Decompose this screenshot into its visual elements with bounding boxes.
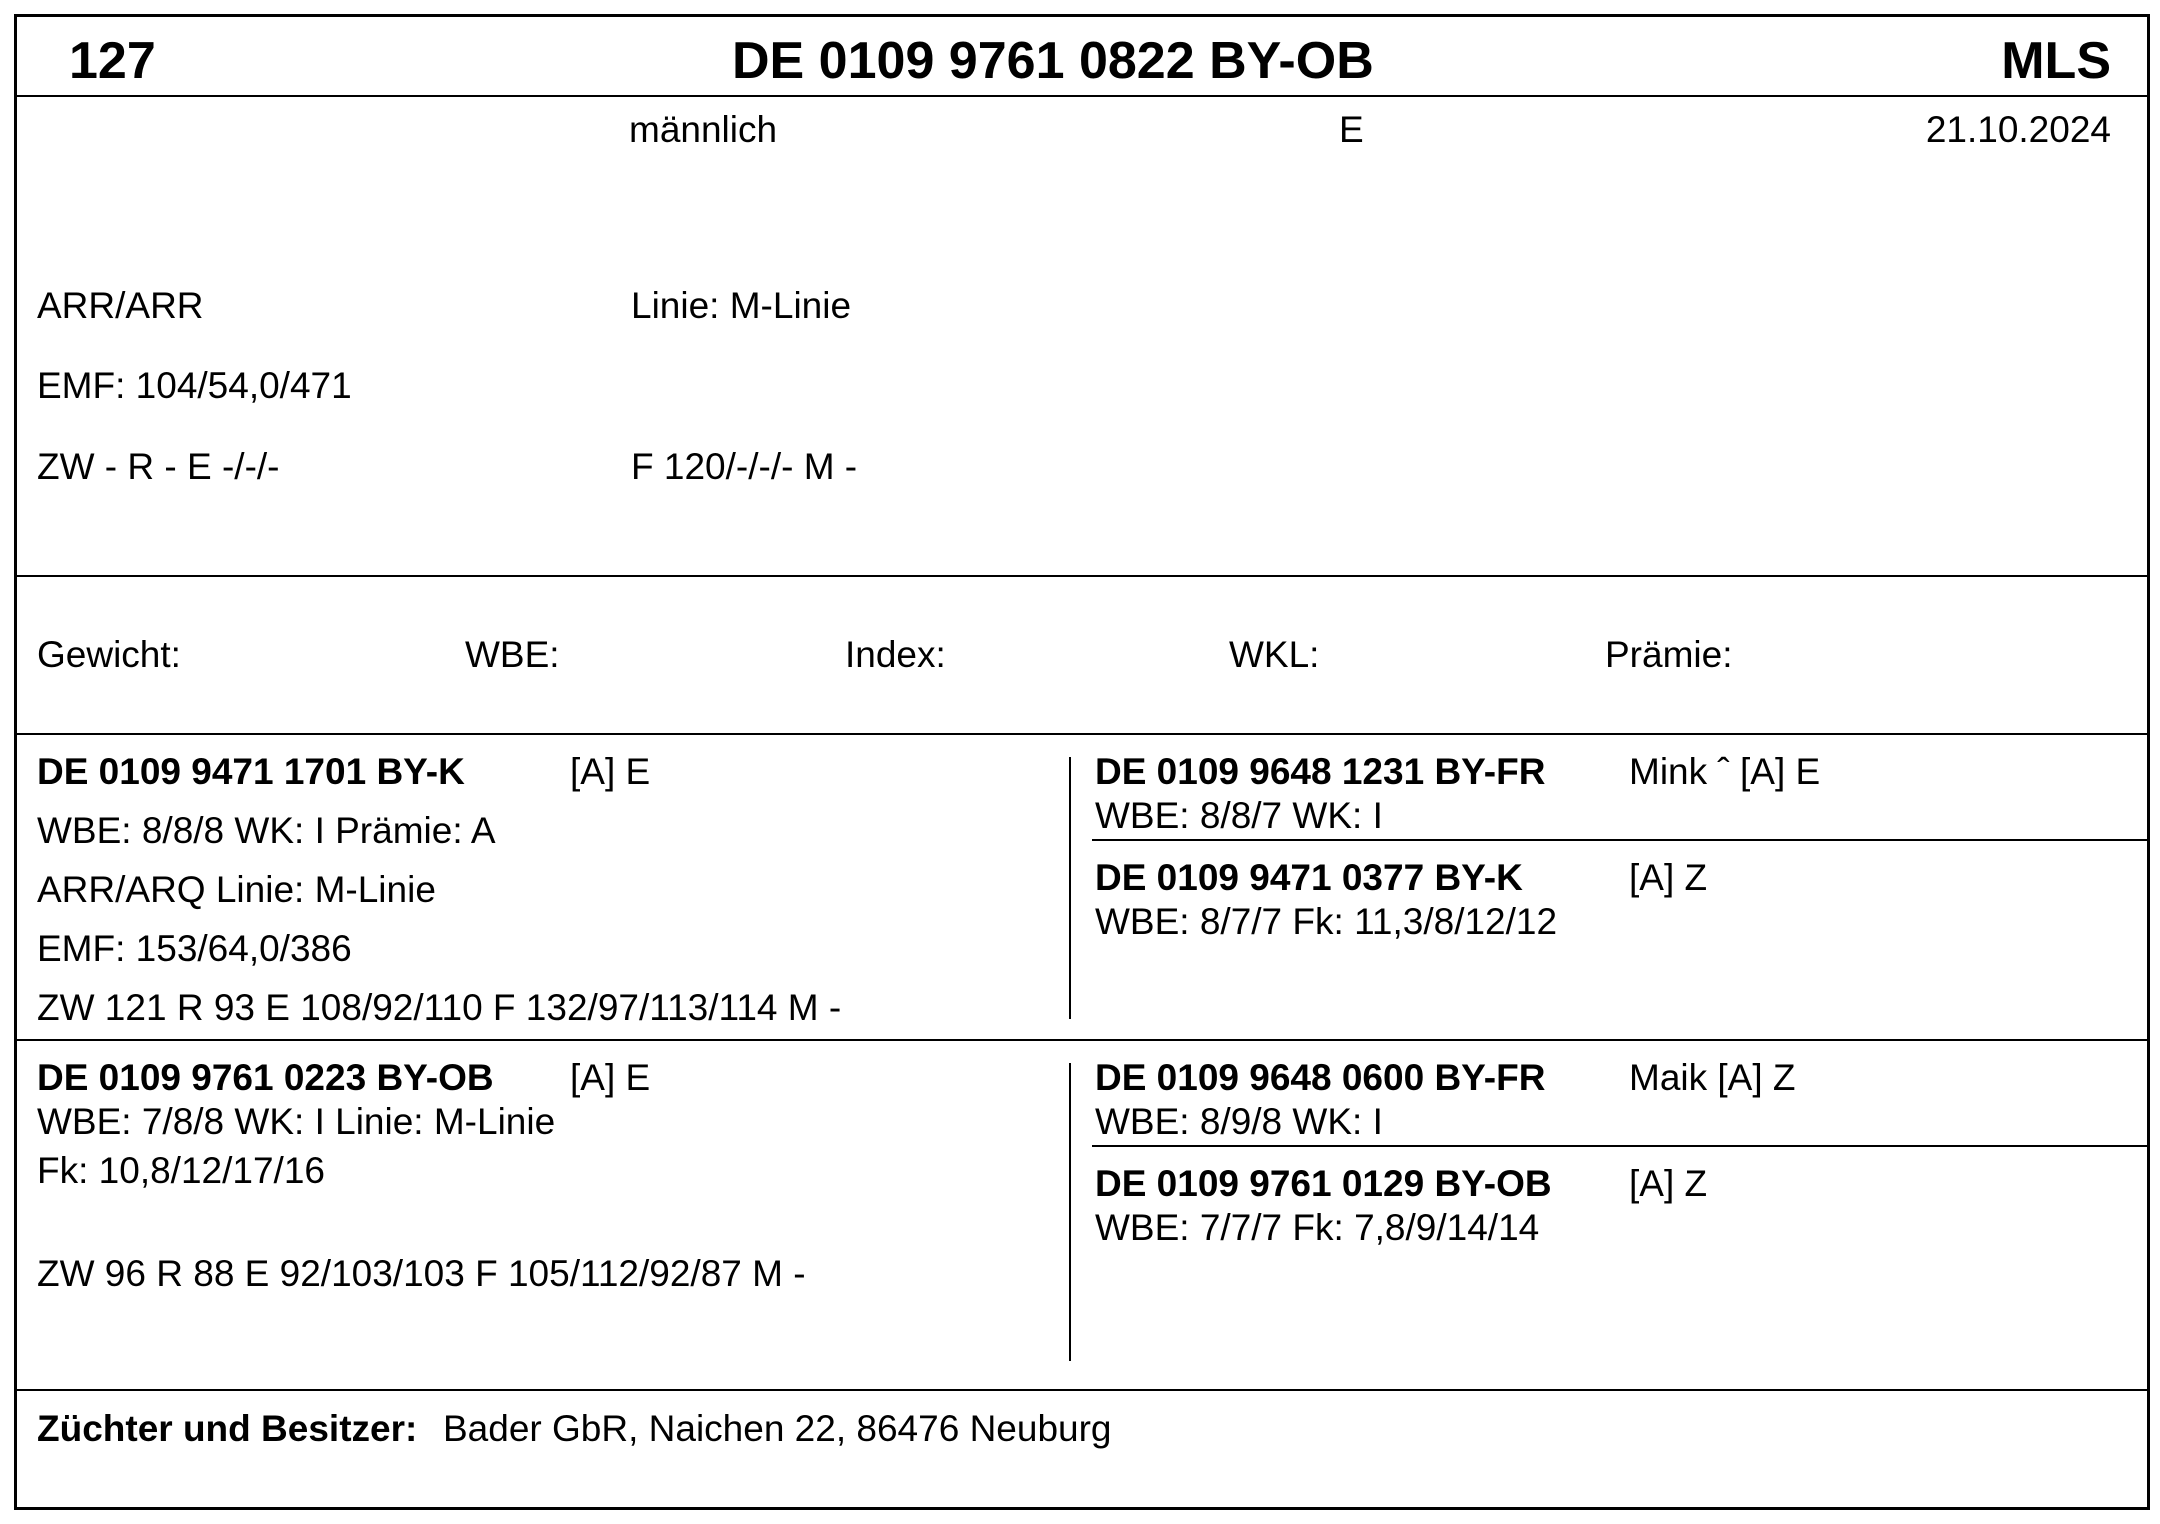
ratings-divider xyxy=(17,733,2147,735)
sex: männlich xyxy=(629,109,778,150)
sire-line-2: ARR/ARQ Linie: M-Linie xyxy=(37,869,436,910)
sire-sire-id: DE 0109 9648 1231 BY-FR xyxy=(1095,751,1546,792)
dam-dam-line-1: WBE: 7/7/7 Fk: 7,8/9/14/14 xyxy=(1095,1207,1540,1248)
emf: EMF: 104/54,0/471 xyxy=(37,365,352,406)
date: 21.10.2024 xyxy=(1925,109,2111,150)
sire-line-3: EMF: 153/64,0/386 xyxy=(37,928,352,969)
header-divider xyxy=(17,95,2147,97)
sire-sire-tag: Mink ˆ [A] E xyxy=(1629,751,1821,792)
sire-column-divider xyxy=(1069,757,1071,1019)
sire-dam-section-divider xyxy=(17,1039,2147,1041)
dam-sire-tag: Maik [A] Z xyxy=(1629,1057,1796,1098)
dam-tag: [A] E xyxy=(570,1057,651,1098)
sire-dam-id: DE 0109 9471 0377 BY-K xyxy=(1095,857,1523,898)
mark: E xyxy=(1339,109,1364,150)
sire-id: DE 0109 9471 1701 BY-K xyxy=(37,751,465,792)
dam-dam-tag: [A] Z xyxy=(1629,1163,1708,1204)
animal-id: DE 0109 9761 0822 BY-OB xyxy=(732,32,1374,90)
breeder-label: Züchter und Besitzer: xyxy=(37,1408,418,1449)
breed-code: MLS xyxy=(2001,32,2111,90)
sire-parents-divider xyxy=(1092,839,2147,841)
breeding-values: ZW - R - E -/-/- xyxy=(37,446,280,487)
dam-line-3: ZW 96 R 88 E 92/103/103 F 105/112/92/87 M - xyxy=(37,1253,806,1294)
sire-dam-tag: [A] Z xyxy=(1629,857,1708,898)
dam-dam-id: DE 0109 9761 0129 BY-OB xyxy=(1095,1163,1552,1204)
pedigree-card xyxy=(14,14,2150,1510)
sire-line-1: WBE: 8/8/8 WK: I Prämie: A xyxy=(37,810,496,851)
info-divider xyxy=(17,575,2147,577)
genotype: ARR/ARR xyxy=(37,285,204,326)
index-label: Index: xyxy=(845,634,946,675)
sire-dam-line-1: WBE: 8/7/7 Fk: 11,3/8/12/12 xyxy=(1095,901,1558,942)
wbe-label: WBE: xyxy=(465,634,560,675)
dam-line-1: WBE: 7/8/8 WK: I Linie: M-Linie xyxy=(37,1101,556,1142)
weight-label: Gewicht: xyxy=(37,634,181,675)
dam-sire-line-1: WBE: 8/9/8 WK: I xyxy=(1095,1101,1383,1142)
sire-line-4: ZW 121 R 93 E 108/92/110 F 132/97/113/114 M - xyxy=(37,987,842,1028)
breeder-value: Bader GbR, Naichen 22, 86476 Neuburg xyxy=(443,1408,1112,1449)
sire-tag: [A] E xyxy=(570,751,651,792)
footer-divider xyxy=(17,1389,2147,1391)
dam-id: DE 0109 9761 0223 BY-OB xyxy=(37,1057,494,1098)
dam-parents-divider xyxy=(1092,1145,2147,1147)
praemie-label: Prämie: xyxy=(1605,634,1733,675)
dam-line-2: Fk: 10,8/12/17/16 xyxy=(37,1150,325,1191)
dam-sire-id: DE 0109 9648 0600 BY-FR xyxy=(1095,1057,1546,1098)
sire-sire-line-1: WBE: 8/8/7 WK: I xyxy=(1095,795,1383,836)
line: Linie: M-Linie xyxy=(631,285,852,326)
wkl-label: WKL: xyxy=(1229,634,1320,675)
catalog-number: 127 xyxy=(69,32,156,90)
dam-column-divider xyxy=(1069,1063,1071,1361)
f-values: F 120/-/-/- M - xyxy=(631,446,858,487)
